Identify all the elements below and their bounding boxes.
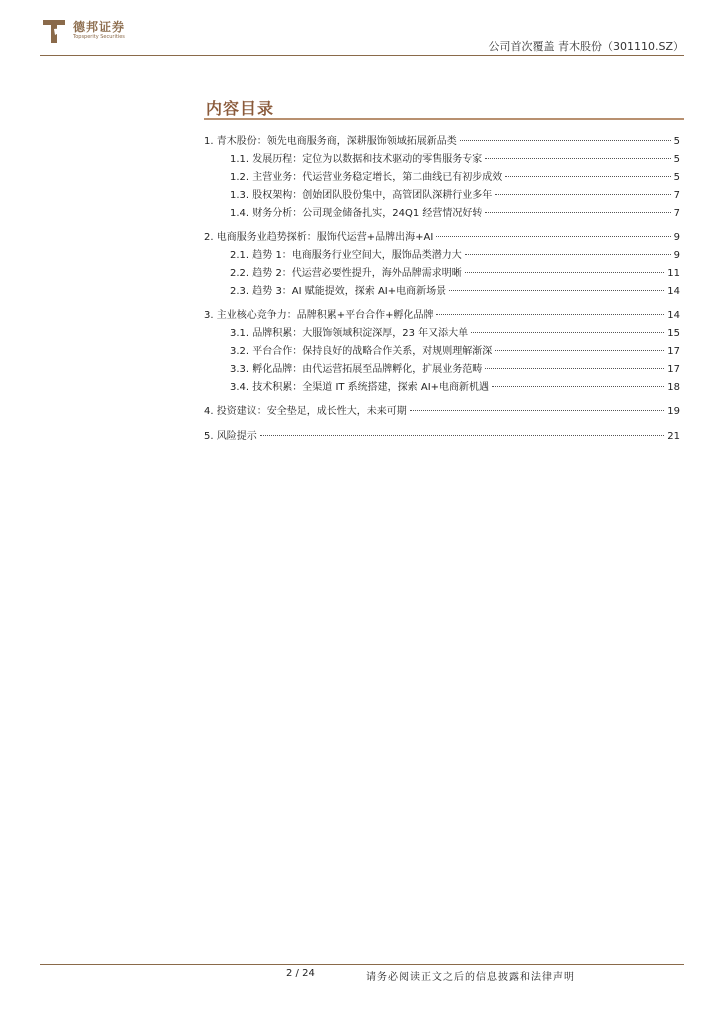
toc-leader-dots (485, 368, 664, 369)
company-logo-icon (40, 16, 68, 46)
header-divider (40, 55, 684, 56)
toc-entry-text: 4. 投资建议：安全垫足，成长性大，未来可期 (204, 406, 407, 417)
toc-entry-text: 2.2. 趋势 2：代运营必要性提升，海外品牌需求明晰 (230, 268, 462, 279)
toc-entry[interactable] (230, 248, 680, 264)
toc-entry-text: 1.3. 股权架构：创始团队股份集中，高管团队深耕行业多年 (230, 190, 493, 201)
toc-leader-dots (460, 140, 671, 141)
toc-entry-page: 7 (673, 208, 680, 219)
toc-entry-text: 2. 电商服务业趋势探析：服饰代运营+品牌出海+AI (204, 232, 434, 243)
toc-leader-dots (505, 176, 670, 177)
toc-entry-page: 9 (673, 250, 680, 261)
toc-entry[interactable] (230, 344, 680, 360)
page-number: 2 / 24 (286, 968, 315, 979)
toc-entry-page: 18 (667, 382, 680, 393)
toc-leader-dots (495, 194, 670, 195)
footer-divider (40, 964, 684, 965)
toc-entry-text: 1. 青木股份：领先电商服务商，深耕服饰领域拓展新品类 (204, 136, 457, 147)
toc-entry[interactable] (204, 230, 680, 246)
toc-entry-text: 1.1. 发展历程：定位为以数据和技术驱动的零售服务专家 (230, 154, 483, 165)
toc-leader-dots (436, 236, 670, 237)
legal-disclaimer: 请务必阅读正文之后的信息披露和法律声明 (366, 972, 575, 983)
toc-entry[interactable] (230, 170, 680, 186)
toc-leader-dots (485, 212, 670, 213)
toc-entry-page: 14 (667, 310, 680, 321)
toc-entry-text: 3.3. 孵化品牌：由代运营拓展至品牌孵化，扩展业务范畴 (230, 364, 483, 375)
toc-entry-text: 2.3. 趋势 3：AI 赋能提效，探索 AI+电商新场景 (230, 286, 447, 297)
toc-title: 内容目录 (206, 99, 275, 118)
toc-leader-dots (465, 272, 664, 273)
toc-entry[interactable] (204, 429, 680, 445)
toc-entry[interactable] (204, 404, 680, 420)
toc-leader-dots (492, 386, 664, 387)
toc-title-divider (204, 118, 684, 120)
toc-entry-page: 14 (667, 286, 680, 297)
company-logo-name: 德邦证券 (73, 20, 126, 34)
toc-entry[interactable] (230, 188, 680, 204)
toc-entry-page: 19 (667, 406, 680, 417)
toc-entry-text: 3.2. 平台合作：保持良好的战略合作关系，对规则理解渐深 (230, 346, 493, 357)
toc-entry-page: 21 (667, 431, 680, 442)
toc-entry-page: 5 (673, 172, 680, 183)
toc-leader-dots (495, 350, 664, 351)
toc-leader-dots (449, 290, 664, 291)
toc-entry[interactable] (230, 326, 680, 342)
toc-entry-text: 3.1. 品牌积累：大服饰领域积淀深厚，23 年又添大单 (230, 328, 469, 339)
page-header (40, 12, 684, 56)
toc-entry[interactable] (230, 284, 680, 300)
toc-leader-dots (410, 410, 665, 411)
toc-leader-dots (436, 314, 664, 315)
toc-entry-page: 5 (673, 136, 680, 147)
toc-entry[interactable] (230, 362, 680, 378)
toc-entry-page: 7 (673, 190, 680, 201)
toc-entry-page: 15 (667, 328, 680, 339)
toc-entry-page: 17 (667, 364, 680, 375)
toc-entry-page: 9 (673, 232, 680, 243)
toc-entry-text: 3. 主业核心竞争力：品牌积累+平台合作+孵化品牌 (204, 310, 434, 321)
toc-entry-page: 17 (667, 346, 680, 357)
toc-entry[interactable] (230, 380, 680, 396)
toc-entry-page: 11 (667, 268, 680, 279)
company-logo-english: Topsperity Securities (73, 34, 125, 40)
toc-entry[interactable] (230, 206, 680, 222)
toc-entry[interactable] (230, 152, 680, 168)
toc-entry-text: 1.4. 财务分析：公司现金储备扎实，24Q1 经营情况好转 (230, 208, 483, 219)
toc-leader-dots (260, 435, 665, 436)
toc-leader-dots (485, 158, 670, 159)
toc-entry-text: 3.4. 技术积累：全渠道 IT 系统搭建，探索 AI+电商新机遇 (230, 382, 490, 393)
toc-entry[interactable] (204, 308, 680, 324)
toc-entry-text: 2.1. 趋势 1：电商服务行业空间大，服饰品类潜力大 (230, 250, 462, 261)
toc-leader-dots (471, 332, 664, 333)
toc-leader-dots (465, 254, 671, 255)
toc-entry[interactable] (230, 266, 680, 282)
toc-entry-page: 5 (673, 154, 680, 165)
toc-entry[interactable] (204, 134, 680, 150)
report-label: 公司首次覆盖 青木股份（301110.SZ） (488, 40, 684, 53)
toc-entry-text: 1.2. 主营业务：代运营业务稳定增长，第二曲线已有初步成效 (230, 172, 503, 183)
toc-entry-text: 5. 风险提示 (204, 431, 257, 442)
